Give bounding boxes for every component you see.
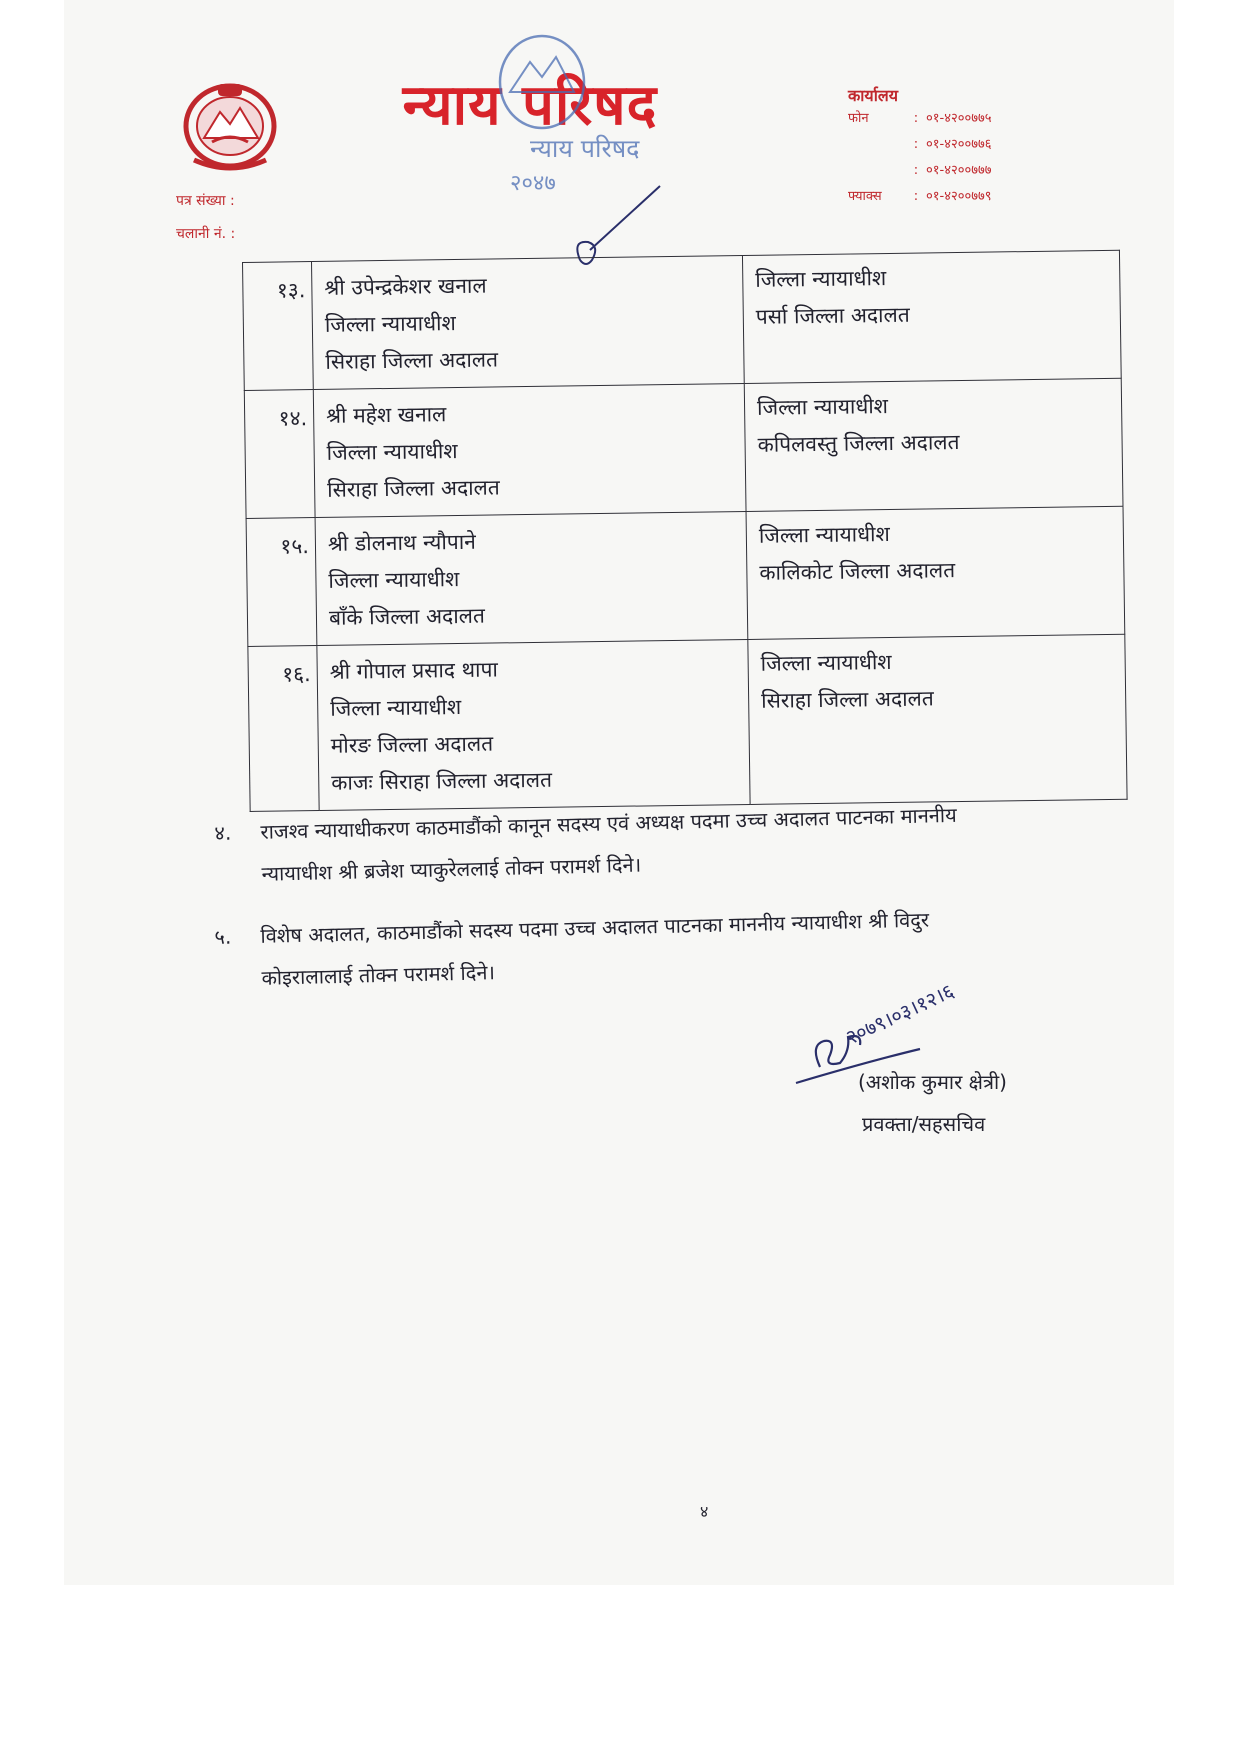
svg-text:न्याय परिषद: न्याय परिषद xyxy=(530,134,640,163)
new-title: जिल्ला न्यायाधीश xyxy=(756,393,889,420)
judge-name: श्री महेश खनाल xyxy=(325,402,447,428)
judge-name: श्री उपेन्द्रकेशर खनाल xyxy=(324,273,487,300)
signatory-designation: प्रवक्ता/सहसचिव xyxy=(862,1112,986,1136)
judge-name: श्री डोलनाथ न्यौपाने xyxy=(327,529,477,556)
new-court: कपिलवस्तु जिल्ला अदालत xyxy=(757,430,960,457)
new-post-cell xyxy=(746,506,1125,639)
judge-title: जिल्ला न्यायाधीश xyxy=(330,694,462,721)
table-row xyxy=(246,506,1125,646)
current-court: मोरङ जिल्ला अदालत xyxy=(330,731,494,758)
item-text-line: न्यायाधीश श्री ब्रजेश प्याकुरेललाई तोक्न परामर्श दिने। xyxy=(261,852,642,886)
page-number: ४ xyxy=(700,1502,709,1521)
new-title: जिल्ला न्यायाधीश xyxy=(755,266,887,292)
current-court: बाँके जिल्ला अदालत xyxy=(328,603,486,630)
current-post-cell xyxy=(313,383,746,517)
current-post-cell xyxy=(317,639,750,810)
row-number: १५. xyxy=(246,518,317,647)
phone-number: ०१-४२००७७५ xyxy=(926,111,992,126)
new-court: सिराहा जिल्ला अदालत xyxy=(761,686,934,713)
judge-name: श्री गोपाल प्रसाद थापा xyxy=(329,657,499,684)
current-post-cell xyxy=(315,511,748,645)
phone-number: ०१-४२००७७६ xyxy=(926,137,992,152)
phone-line-3: : ०१-४२००७७७ xyxy=(913,163,992,178)
phone-line-1: फोन : ०१-४२००७७५ xyxy=(848,108,992,126)
fax-line: फ्याक्स : ०१-४२००७७९ xyxy=(848,186,992,204)
acting-court: काजः सिराहा जिल्ला अदालत xyxy=(331,767,553,795)
signature-date: २०७९।०३।१२।६ xyxy=(841,978,958,1050)
fax-number: ०१-४२००७७९ xyxy=(926,189,992,204)
judge-title: जिल्ला न्यायाधीश xyxy=(324,311,456,337)
fax-label: फ्याक्स xyxy=(848,189,882,204)
item-text-line: विशेष अदालत, काठमाडौंको सदस्य पदमा उच्च अदालत पाटनका माननीय न्यायाधीश श्री विदुर xyxy=(260,907,930,948)
new-post-cell xyxy=(744,378,1123,511)
item-text-line: कोइरालालाई तोक्न परामर्श दिने। xyxy=(261,960,496,990)
judge-title: जिल्ला न्यायाधीश xyxy=(328,566,460,593)
table-row xyxy=(248,634,1127,811)
new-post-cell xyxy=(748,634,1127,804)
phone-line-2: : ०१-४२००७७६ xyxy=(913,137,992,152)
svg-text:२०४७: २०४७ xyxy=(510,171,556,196)
item-text-line: राजश्व न्यायाधीकरण काठमाडौंको कानून सदस्य एवं अध्यक्ष पदमा उच्च अदालत पाटनका माननीय xyxy=(260,802,957,844)
current-court: सिराहा जिल्ला अदालत xyxy=(327,475,500,502)
organization-title: न्याय परिषद xyxy=(402,73,658,138)
new-post-cell xyxy=(742,250,1121,383)
item-number: ५. xyxy=(214,924,232,949)
nepal-emblem-icon xyxy=(180,80,280,172)
signatory-name: (अशोक कुमार क्षेत्री) xyxy=(858,1070,1007,1094)
new-court: कालिकोट जिल्ला अदालत xyxy=(759,558,956,585)
new-title: जिल्ला न्यायाधीश xyxy=(758,521,890,548)
phone-label: फोन xyxy=(848,111,869,126)
row-number: १६. xyxy=(248,645,319,811)
current-post-cell xyxy=(312,256,745,390)
transfer-table xyxy=(242,250,1128,812)
reference-number-label: पत्र संख्या : xyxy=(176,193,235,209)
office-label: कार्यालय xyxy=(848,86,898,105)
judge-title: जिल्ला न्यायाधीश xyxy=(326,439,458,465)
new-court: पर्सा जिल्ला अदालत xyxy=(755,302,910,329)
row-number: १४. xyxy=(244,390,315,519)
phone-number: ०१-४२००७७७ xyxy=(926,163,992,178)
table-row xyxy=(244,378,1123,518)
dispatch-number-label: चलानी नं. : xyxy=(176,226,236,242)
current-court: सिराहा जिल्ला अदालत xyxy=(325,347,499,374)
row-number: १३. xyxy=(243,262,314,391)
item-number: ४. xyxy=(214,820,232,845)
table-row xyxy=(243,250,1122,390)
new-title: जिल्ला न्यायाधीश xyxy=(760,649,892,676)
